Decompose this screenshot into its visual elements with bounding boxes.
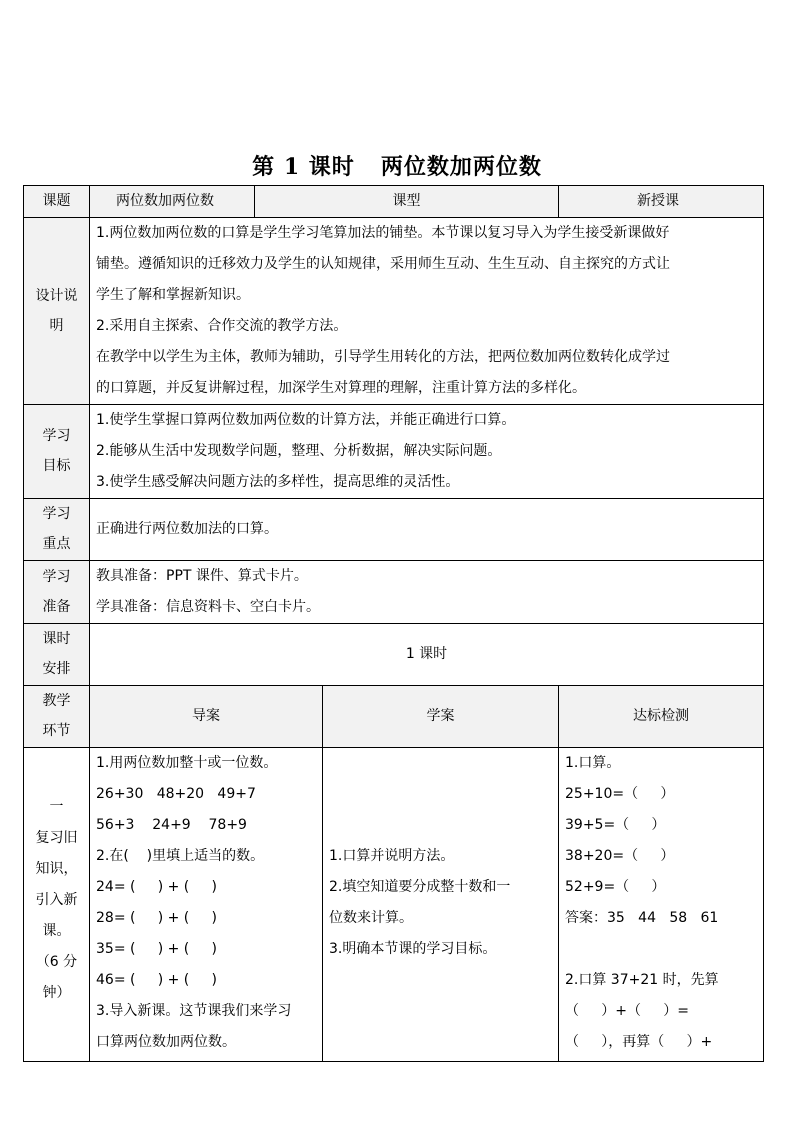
design-line: 1.两位数加两位数的口算是学生学习笔算加法的铺垫。本节课以复习导入为学生接受新课做好	[96, 225, 670, 241]
guide-line: 3.导入新课。这节课我们来学习	[96, 1003, 292, 1019]
study-line: 位数来计算。	[329, 910, 413, 926]
stage-label-line: 钟）	[42, 985, 71, 1001]
goal-line: 3.使学生感受解决问题方法的多样性，提高思维的灵活性。	[96, 474, 460, 490]
stage-header-text: 教学环节	[42, 693, 71, 739]
design-content	[90, 218, 764, 405]
page-title	[0, 150, 794, 181]
key-point-label-text: 学习重点	[42, 506, 71, 552]
lesson-plan-table	[23, 185, 764, 1062]
prep-label-text: 学习准备	[42, 568, 71, 615]
topic-label: 课题	[24, 186, 90, 218]
stage-1-check	[559, 748, 764, 1062]
prep-line: 学具准备：信息资料卡、空白卡片。	[96, 599, 320, 615]
stage-header-label	[24, 686, 90, 748]
lesson-type-label: 课型	[255, 186, 559, 218]
check-spacer	[565, 934, 757, 965]
check-line: （ ）+（ ）=	[565, 1003, 689, 1019]
check-answer: 答案：35 44 58 61	[565, 910, 719, 926]
prep-label	[24, 561, 90, 624]
check-line: 39+5=（ ）	[565, 817, 666, 833]
guide-line: 46= ( ) + ( )	[96, 972, 217, 988]
row-goals	[24, 405, 764, 499]
design-line: 铺垫。遵循知识的迁移效力及学生的认知规律，采用师生互动、生生互动、自主探究的方式让	[96, 256, 670, 272]
row-topic	[24, 186, 764, 218]
design-line: 在教学中以学生为主体，教师为辅助，引导学生用转化的方法，把两位数加两位数转化成学过	[96, 349, 670, 365]
design-label-text: 设计说明	[35, 287, 78, 334]
guide-line: 26+30 48+20 49+7	[96, 786, 256, 802]
check-line: 2.口算 37+21 时，先算	[565, 972, 719, 988]
schedule-label-text: 课时安排	[42, 631, 71, 677]
title-topic: 两位数加两位数	[380, 154, 542, 180]
stage-label-line: 复习旧	[35, 830, 78, 846]
guide-header: 导案	[90, 686, 323, 748]
check-line: 38+20=（ ）	[565, 848, 675, 864]
prep-content	[90, 561, 764, 624]
stage-label-line: 课。	[42, 923, 71, 939]
guide-line: 35= ( ) + ( )	[96, 941, 217, 957]
goals-label	[24, 405, 90, 499]
goals-content	[90, 405, 764, 499]
title-lesson-number: 第 1 课时	[252, 154, 355, 180]
stage-label-line: 知识，	[35, 861, 78, 877]
key-point-label	[24, 499, 90, 561]
design-line: 2.采用自主探索、合作交流的教学方法。	[96, 318, 348, 334]
row-stage-1	[24, 748, 764, 1062]
stage-1-label	[24, 748, 90, 1062]
study-line: 2.填空知道要分成整十数和一	[329, 879, 511, 895]
row-schedule	[24, 624, 764, 686]
guide-line: 56+3 24+9 78+9	[96, 817, 247, 833]
row-preparation	[24, 561, 764, 624]
design-label	[24, 218, 90, 405]
prep-line: 教具准备：PPT 课件、算式卡片。	[96, 568, 308, 584]
check-line: 25+10=（ ）	[565, 786, 675, 802]
study-header: 学案	[323, 686, 559, 748]
lesson-type-value: 新授课	[559, 186, 764, 218]
goal-line: 1.使学生掌握口算两位数加两位数的计算方法，并能正确进行口算。	[96, 412, 516, 428]
stage-1-study	[323, 748, 559, 1062]
guide-line: 1.用两位数加整十或一位数。	[96, 755, 278, 771]
stage-label-line: 引入新	[35, 892, 78, 908]
check-line: 52+9=（ ）	[565, 879, 666, 895]
guide-line: 口算两位数加两位数。	[96, 1034, 236, 1050]
design-line: 的口算题，并反复讲解过程，加深学生对算理的理解，注重计算方法的多样化。	[96, 380, 586, 396]
topic-value: 两位数加两位数	[90, 186, 255, 218]
row-design	[24, 218, 764, 405]
check-line: （ ），再算（ ）+	[565, 1034, 713, 1050]
stage-1-guide	[90, 748, 323, 1062]
study-line: 3.明确本节课的学习目标。	[329, 941, 497, 957]
check-header: 达标检测	[559, 686, 764, 748]
stage-label-line: （6 分	[35, 954, 78, 970]
key-point-value: 正确进行两位数加法的口算。	[90, 499, 764, 561]
check-line: 1.口算。	[565, 755, 621, 771]
design-line: 学生了解和掌握新知识。	[96, 287, 250, 303]
guide-line: 24= ( ) + ( )	[96, 879, 217, 895]
row-key-point	[24, 499, 764, 561]
row-section-headers	[24, 686, 764, 748]
stage-label-line: 一	[49, 799, 64, 815]
guide-line: 28= ( ) + ( )	[96, 910, 217, 926]
study-line: 1.口算并说明方法。	[329, 848, 455, 864]
goal-line: 2.能够从生活中发现数学问题，整理、分析数据，解决实际问题。	[96, 443, 502, 459]
schedule-label	[24, 624, 90, 686]
guide-line: 2.在( )里填上适当的数。	[96, 848, 265, 864]
schedule-value: 1 课时	[90, 624, 764, 686]
goals-label-text: 学习目标	[42, 428, 71, 474]
